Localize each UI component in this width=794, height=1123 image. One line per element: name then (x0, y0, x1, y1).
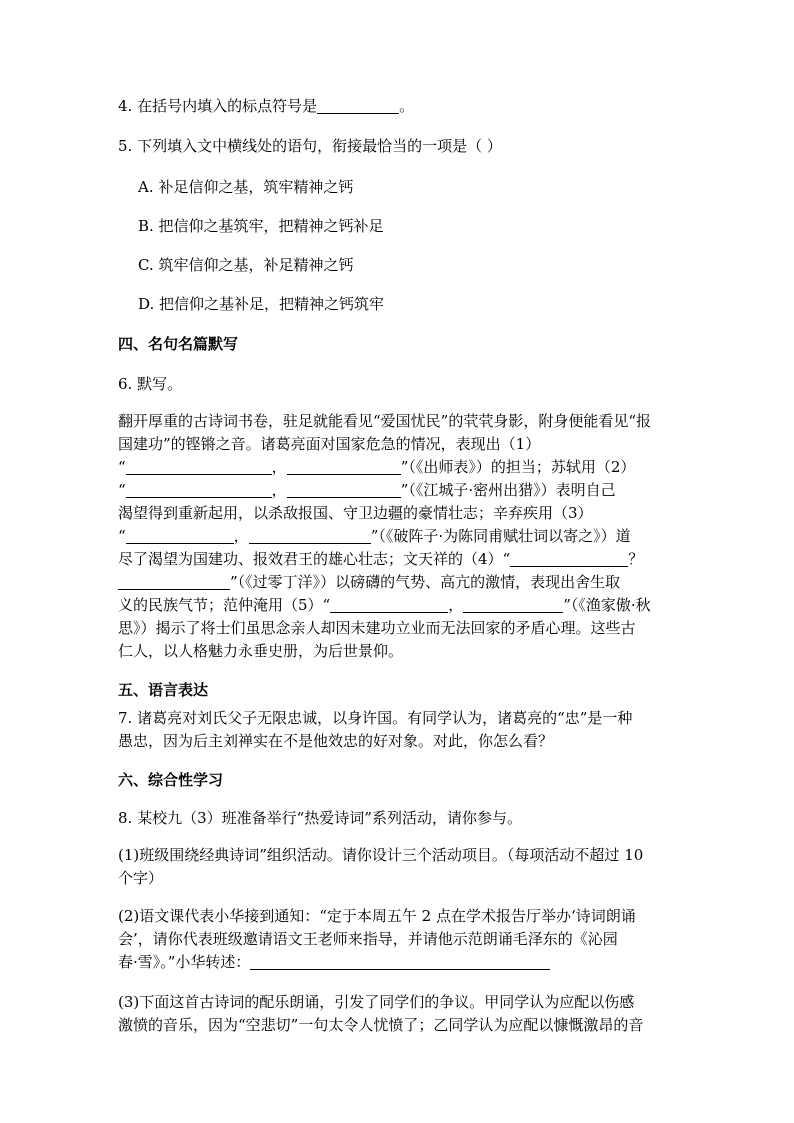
answer-blank (126, 481, 272, 498)
punctuation: 。 (399, 97, 415, 115)
answer-blank (126, 527, 234, 544)
option-a: A. 补足信仰之基，筑牢精神之钙 (138, 178, 354, 196)
q6-line-2: 国建功”的铿锵之音。诸葛亮面对国家危急的情况，表现出（1） (118, 435, 541, 453)
question-4 (118, 96, 414, 116)
q6-line-6: “ ， ”（《破阵子·为陈同甫赋壮词以寄之》）道 (118, 527, 631, 545)
question-5: 5. 下列填入文中横线处的语句，衔接最恰当的一项是（ ） (118, 137, 502, 155)
option-d: D. 把信仰之基补足，把精神之钙筑牢 (138, 295, 385, 313)
answer-blank (317, 97, 399, 114)
q8-3-line-1: (3)下面这首古诗词的配乐朗诵，引发了同学们的争议。甲同学认为应配以伤感 (118, 993, 635, 1011)
q7-line-1: 7. 诸葛亮对刘氏父子无限忠诚，以身许国。有同学认为，诸葛亮的“忠”是一种 (118, 709, 633, 727)
q6-line-5: 渴望得到重新起用，以杀敌报国、守卫边疆的豪情壮志；辛弃疾用（3） (118, 504, 593, 522)
section-heading-4: 四、名句名篇默写 (118, 335, 239, 353)
q6-line-8: ”（《过零丁洋》）以磅礴的气势、高亢的激情，表现出舍生取 (118, 572, 620, 592)
answer-blank (118, 573, 230, 590)
option-b: B. 把信仰之基筑牢，把精神之钙补足 (138, 217, 384, 235)
q8-2-line-3: 春·雪》。”小华转述： (118, 952, 550, 972)
q6-line-7: 尽了渴望为国建功、报效君王的雄心壮志；文天祥的（4）“ ？ (118, 550, 644, 568)
answer-blank (126, 458, 272, 475)
section-heading-6: 六、综合性学习 (118, 771, 224, 789)
answer-blank (463, 596, 563, 613)
q8-1-line-2: 个字） (118, 869, 164, 887)
section-heading-5: 五、语言表达 (118, 681, 209, 699)
option-c: C. 筑牢信仰之基，补足精神之钙 (138, 256, 354, 274)
q6-line-9: 义的民族气节；范仲淹用（5）“ ， ”（《渔家傲·秋 (118, 596, 651, 614)
q6-line-11: 仁人，以人格魅力永垂史册，为后世景仰。 (118, 642, 404, 660)
q6-line-10: 思》）揭示了将士们虽思念亲人却因未建功立业而无法回家的矛盾心理。这些古 (118, 619, 636, 637)
question-6-title: 6. 默写。 (118, 375, 183, 393)
q6-line-1: 翻开厚重的古诗词书卷，驻足就能看见“爱国忧民”的茕茕身影，附身便能看见“报 (118, 412, 652, 430)
answer-blank (287, 481, 401, 498)
answer-blank (330, 596, 448, 613)
q8-1-line-1: (1)班级围绕经典诗词”组织活动。请你设计三个活动项目。（每项活动不超过 10 (118, 846, 644, 864)
q7-line-2: 愚忠，因为后主刘禅实在不是他效忠的好对象。对此，你怎么看？ (118, 732, 554, 750)
question-8-title: 8. 某校九（3）班准备举行“热爱诗词”系列活动，请你参与。 (118, 809, 522, 827)
answer-blank (510, 550, 628, 567)
question-4-text: 4. 在括号内填入的标点符号是 (118, 97, 318, 115)
q6-line-4: “ ， ”（《江城子·密州出猎》）表明自己 (118, 481, 616, 499)
answer-blank (249, 527, 371, 544)
answer-blank (287, 458, 401, 475)
q6-line-3: “ ， ”（《出师表》）的担当；苏轼用（2） (118, 458, 636, 476)
answer-blank (250, 953, 550, 970)
q8-2-line-1: (2)语文课代表小华接到通知：“定于本周五午 2 点在学术报告厅举办‘诗词朗诵 (118, 907, 636, 925)
q8-2-line-2: 会’，请你代表班级邀请语文王老师来指导，并请他示范朗诵毛泽东的《沁园 (118, 930, 618, 948)
q8-3-line-2: 激愤的音乐，因为“空悲切”一句太令人忧愤了；乙同学认为应配以慷慨激昂的音 (118, 1016, 644, 1034)
